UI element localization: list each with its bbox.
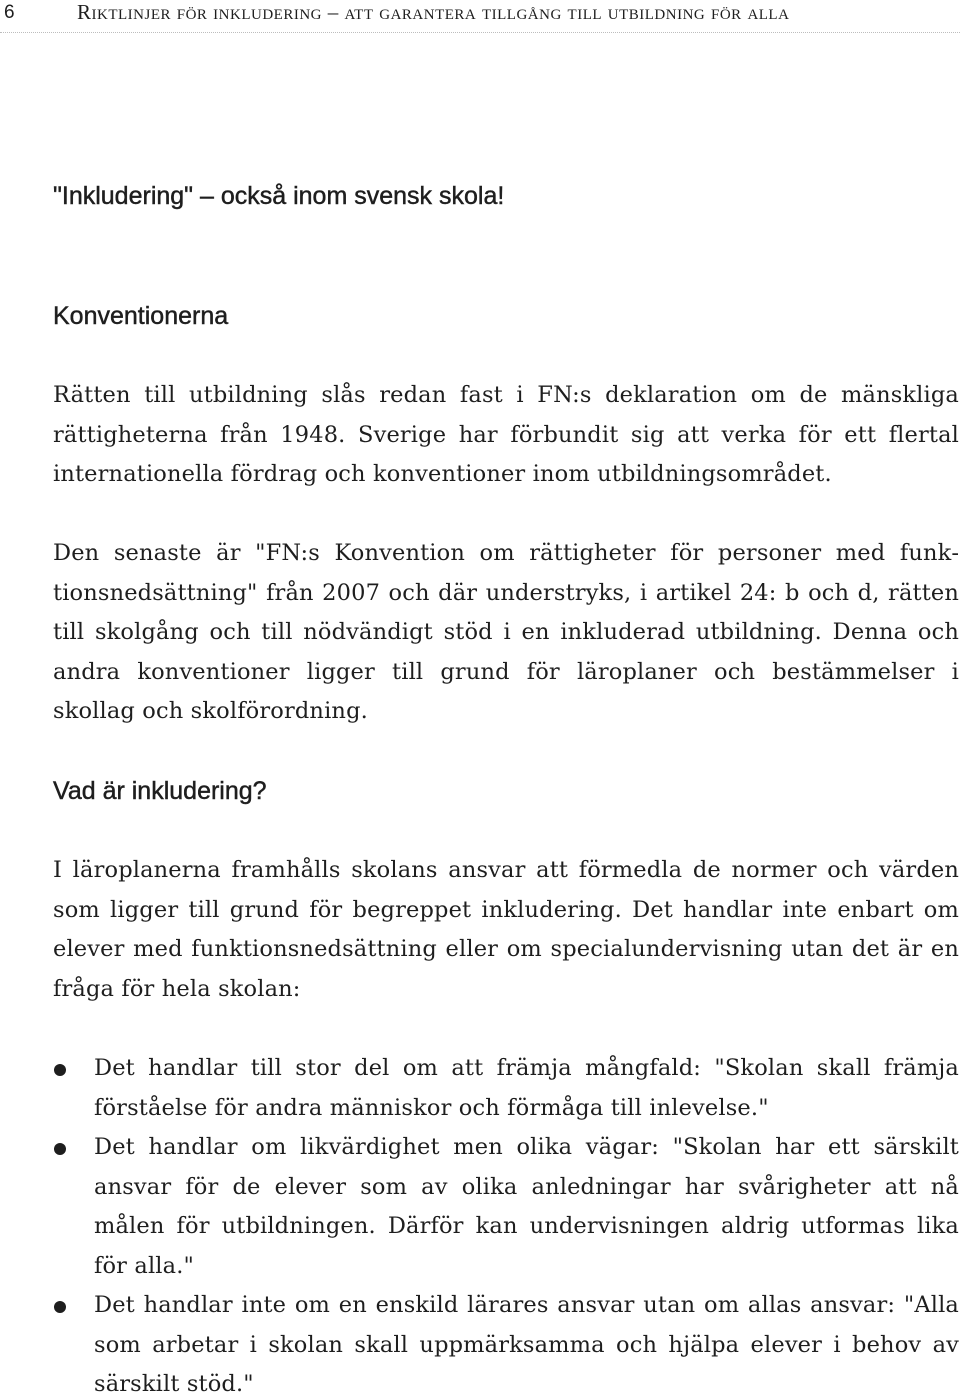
list-item — [53, 1128, 959, 1286]
list-item-text: Det handlar om likvärdighet men olika vägar: "Skolan har ett särskilt ansvar för de elever som av olika anledningar har svårigheter att nå målen för utbildningen. Därför kan undervisningen aldrig utformas lika för alla." — [94, 1134, 959, 1279]
section-heading-konventionerna: Konventionerna — [53, 302, 229, 330]
running-header-title: Riktlinjer för inkludering – att garantera tillgång till utbildning för alla — [77, 0, 790, 24]
list-item-text: Det handlar till stor del om att främja mångfald: "Skolan skall främja förståelse för andra människor och förmåga till inlevelse." — [94, 1055, 959, 1121]
page-number: 6 — [4, 2, 15, 23]
paragraph-curriculum: I läroplanerna framhålls skolans ansvar att förmedla de normer och värden som ligger till grund för begreppet inkludering. Det handlar inte enbart om elever med funktionsnedsättning eller om specialundervisning utan det är en fråga för hela skolan: — [53, 857, 959, 1002]
list-item — [53, 1049, 959, 1128]
section-heading-vad-ar-inkludering: Vad är inkludering? — [53, 777, 267, 805]
main-heading: "Inkludering" – också inom svensk skola! — [53, 182, 505, 210]
bullet-dot-icon — [54, 1143, 66, 1155]
list-item-text: Det handlar inte om en enskild lärares ansvar utan om allas ansvar: "Alla som arbetar i skolan skall uppmärksamma och hjälpa elever i behov av särskilt stöd." — [94, 1292, 959, 1397]
list-item — [53, 1286, 959, 1399]
running-header — [0, 0, 960, 33]
bullet-list — [53, 1049, 959, 1399]
bullet-dot-icon — [54, 1064, 66, 1076]
paragraph-convention: Den senaste är "FN:s Konvention om rättigheter för personer med funktionsnedsättning" från 2007 och där understryks, i artikel 24: b och d, rätten till skolgång och till nödvändigt stöd i en inkluderad utbildning. Denna och andra konventioner ligger till grund för läroplaner och bestämmelser i skollag och skolförordning. — [53, 540, 959, 724]
paragraph-rights: Rätten till utbildning slås redan fast i FN:s deklaration om de mänskliga rättigheterna från 1948. Sverige har förbundit sig att verka för ett flertal internationella fördrag och konventioner inom utbildningsområdet. — [53, 382, 959, 487]
bullet-dot-icon — [54, 1301, 66, 1313]
